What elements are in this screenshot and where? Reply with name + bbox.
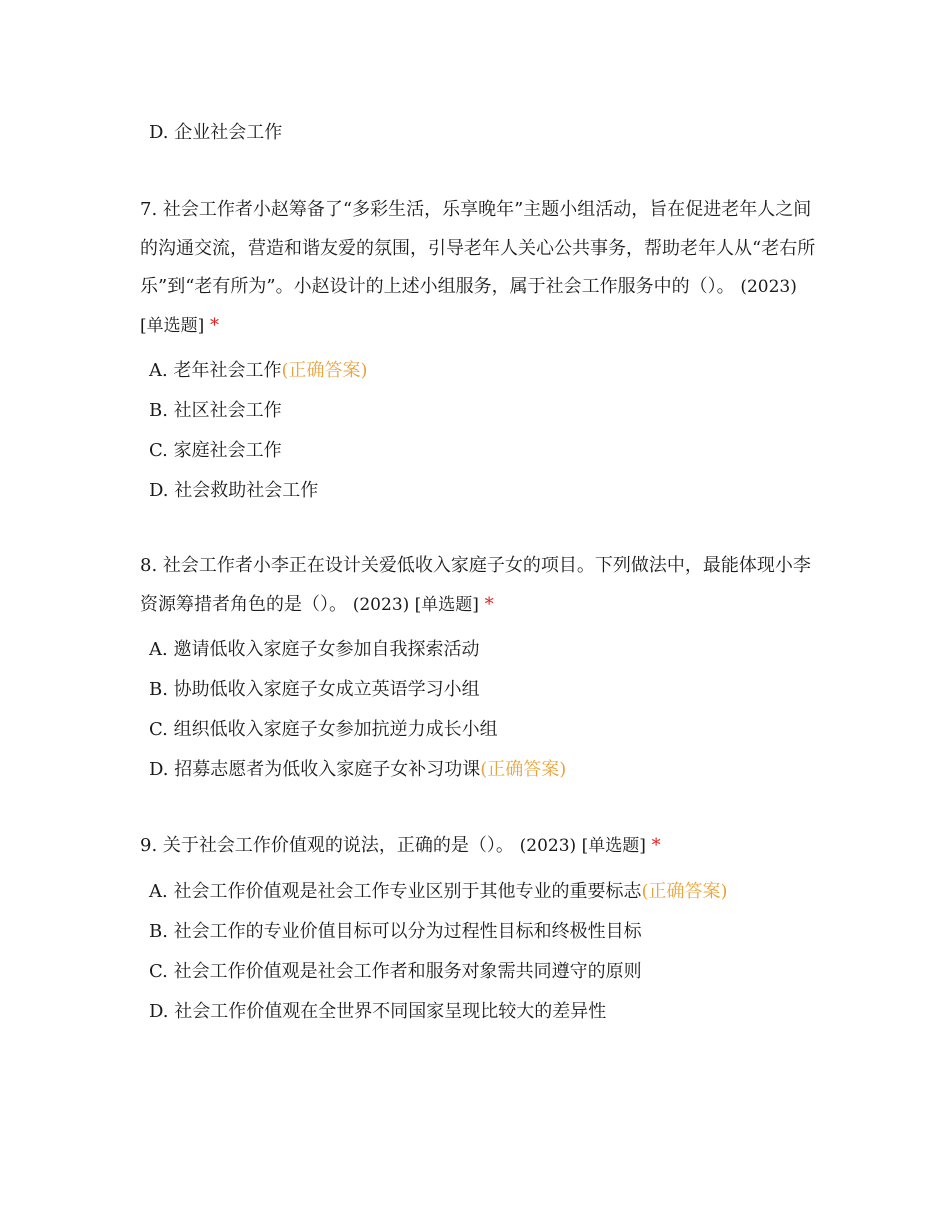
option-text: D. 企业社会工作 (149, 122, 283, 143)
option-text: C. 家庭社会工作 (149, 440, 282, 461)
question-8 (140, 547, 820, 790)
option-d[interactable] (149, 471, 820, 511)
option-b[interactable] (149, 670, 820, 710)
option-text: A. 社会工作价值观是社会工作专业区别于其他专业的重要标志 (149, 880, 642, 902)
option-a[interactable] (149, 630, 820, 670)
required-mark: * (651, 835, 661, 856)
question-9 (140, 827, 820, 1032)
option-list (149, 351, 820, 511)
option-text: B. 协助低收入家庭子女成立英语学习小组 (149, 679, 480, 700)
option-text: B. 社会工作的专业价值目标可以分为过程性目标和终极性目标 (149, 920, 642, 942)
question-text: 7. 社会工作者小赵筹备了“多彩生活，乐享晚年”主题小组活动，旨在促进老年人之间的沟通交流，营造和谐友爱的氛围，引导老年人关心公共事务，帮助老年人从“老右所乐”到“老有所为”。小赵设计的上述小组服务，属于社会工作服务中的（）。 (140, 199, 816, 297)
option-b[interactable] (149, 912, 820, 952)
previous-question-option-d (149, 120, 282, 146)
question-meta: (2023) [单选题] (519, 836, 646, 856)
option-c[interactable] (149, 431, 820, 471)
required-mark: * (484, 593, 494, 615)
option-text: C. 社会工作价值观是社会工作者和服务对象需共同遵守的原则 (149, 960, 642, 982)
question-stem (140, 191, 820, 345)
question-text: 8. 社会工作者小李正在设计关爱低收入家庭子女的项目。下列做法中，最能体现小李资源筹措者角色的是（）。 (140, 555, 811, 615)
option-text: A. 老年社会工作 (149, 360, 282, 381)
option-text: D. 社会工作价值观在全世界不同国家呈现比较大的差异性 (149, 1000, 607, 1022)
question-7 (140, 191, 820, 511)
option-text: C. 组织低收入家庭子女参加抗逆力成长小组 (149, 719, 498, 740)
correct-answer-tag: (正确答案) (480, 759, 567, 780)
question-stem (140, 827, 820, 866)
correct-answer-tag: (正确答案) (281, 360, 368, 381)
option-c[interactable] (149, 710, 820, 750)
option-text: D. 招募志愿者为低收入家庭子女补习功课 (149, 759, 481, 780)
required-mark: * (210, 314, 219, 336)
option-text: B. 社区社会工作 (149, 400, 282, 421)
option-list (149, 872, 820, 1032)
option-list (149, 630, 820, 790)
question-meta: (2023) [单选题] (352, 594, 479, 615)
option-c[interactable] (149, 952, 820, 992)
question-text: 9. 关于社会工作价值观的说法，正确的是（）。 (140, 835, 514, 856)
option-d[interactable] (149, 992, 820, 1032)
option-a[interactable] (149, 872, 820, 912)
option-a[interactable] (149, 351, 820, 391)
option-d[interactable] (149, 750, 820, 790)
option-b[interactable] (149, 391, 820, 431)
option-text: A. 邀请低收入家庭子女参加自我探索活动 (149, 639, 480, 660)
question-stem (140, 547, 820, 624)
correct-answer-tag: (正确答案) (641, 880, 728, 902)
question-meta: (2023) [单选题] (140, 277, 797, 336)
option-text: D. 社会救助社会工作 (149, 480, 319, 501)
